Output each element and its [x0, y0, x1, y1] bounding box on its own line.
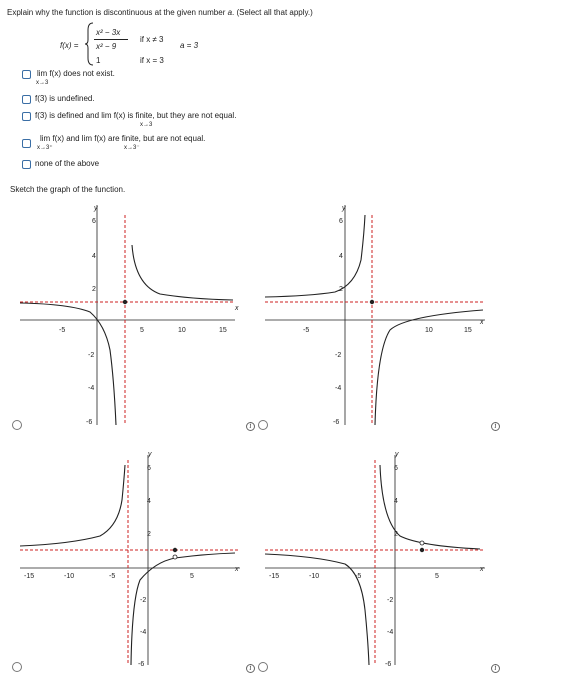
graph-choice-4 [265, 450, 490, 670]
y-tick: 4 [394, 498, 398, 505]
info-icon[interactable]: i [246, 664, 255, 673]
defined-point [123, 300, 127, 304]
y-tick: -2 [387, 597, 394, 604]
piece2-condition: if x = 3 [140, 56, 164, 65]
fraction-bar [94, 39, 128, 40]
y-tick: -6 [385, 661, 392, 668]
graph-choice-2 [265, 200, 490, 430]
x-tick: 15 [464, 327, 472, 334]
x-tick: 5 [435, 573, 439, 580]
piece1-numerator: x² − 3x [96, 28, 121, 37]
graph-radio-2[interactable] [258, 420, 268, 430]
curve-left [265, 215, 365, 297]
option-text-5: none of the above [35, 159, 100, 168]
curve-right [131, 553, 235, 665]
x-tick: 5 [190, 573, 194, 580]
y-tick: 6 [92, 218, 96, 225]
info-icon[interactable]: i [246, 422, 255, 431]
option-checkbox-2[interactable] [22, 95, 31, 104]
y-tick: 2 [92, 286, 96, 293]
x-axis-label: x [480, 566, 484, 573]
y-axis-label: y [395, 451, 399, 458]
option-checkbox-5[interactable] [22, 160, 31, 169]
defined-point [173, 548, 177, 552]
y-tick: -2 [88, 352, 95, 359]
option-text-2: f(3) is undefined. [35, 94, 95, 103]
option-sub-4a: x→3⁺ [37, 145, 53, 151]
y-axis-label: y [148, 451, 152, 458]
x-tick: -5 [303, 327, 310, 334]
y-tick: -6 [333, 419, 340, 426]
option-checkbox-3[interactable] [22, 112, 31, 121]
x-tick: 10 [178, 327, 186, 334]
y-tick: 2 [339, 286, 343, 293]
option-text-4: lim f(x) and lim f(x) are finite, but are not equal. [40, 134, 206, 143]
x-axis-label: x [235, 305, 239, 312]
info-icon[interactable]: i [491, 664, 500, 673]
graph-choice-3 [20, 450, 245, 670]
curve-left [20, 303, 116, 425]
graph-choice-1 [20, 200, 240, 430]
y-tick: -4 [387, 629, 394, 636]
graph-radio-1[interactable] [12, 420, 22, 430]
option-text-1: lim f(x) does not exist. [37, 69, 115, 78]
option-text-3: f(3) is defined and lim f(x) is finite, but they are not equal. [35, 111, 237, 120]
y-tick: -4 [335, 385, 342, 392]
y-tick: 2 [394, 531, 398, 538]
info-icon[interactable]: i [491, 422, 500, 431]
option-sub-1: x→3 [36, 80, 49, 86]
x-tick: -5 [355, 573, 362, 580]
curve-left [265, 554, 369, 665]
y-tick: -6 [138, 661, 145, 668]
question-instruction: Explain why the function is discontinuous at the given number a. (Select all that apply.) [7, 8, 313, 17]
x-tick: -5 [109, 573, 116, 580]
open-point [420, 541, 424, 545]
y-tick: 4 [339, 253, 343, 260]
option-checkbox-1[interactable] [22, 70, 31, 79]
x-axis-label: x [480, 319, 484, 326]
option-sub-4b: x→3⁻ [124, 145, 140, 151]
y-axis-label: y [94, 205, 98, 212]
y-tick: 4 [147, 498, 151, 505]
piece2-value: 1 [96, 56, 101, 65]
defined-point [420, 548, 424, 552]
y-tick: 6 [147, 465, 151, 472]
graph-radio-3[interactable] [12, 662, 22, 672]
x-tick: -15 [24, 573, 35, 580]
sketch-prompt: Sketch the graph of the function. [10, 185, 126, 194]
x-tick: -15 [269, 573, 280, 580]
a-value: a = 3 [180, 41, 199, 50]
function-label: f(x) = [60, 41, 79, 50]
curve-left [20, 465, 125, 546]
y-tick: 6 [394, 465, 398, 472]
y-axis-label: y [342, 205, 346, 212]
x-tick: 10 [425, 327, 433, 334]
option-sub-3: x→3 [140, 122, 153, 128]
x-axis-label: x [235, 566, 239, 573]
y-tick: 6 [339, 218, 343, 225]
y-tick: -6 [86, 419, 93, 426]
y-tick: 4 [92, 253, 96, 260]
y-tick: -2 [140, 597, 147, 604]
graph-radio-4[interactable] [258, 662, 268, 672]
curve-right [132, 245, 233, 300]
piece1-denominator: x² − 9 [96, 42, 117, 51]
x-tick: 15 [219, 327, 227, 334]
piece1-condition: if x ≠ 3 [140, 35, 164, 44]
y-tick: 2 [147, 531, 151, 538]
y-tick: -2 [335, 352, 342, 359]
x-tick: -10 [309, 573, 320, 580]
x-tick: -10 [64, 573, 75, 580]
option-checkbox-4[interactable] [22, 139, 31, 148]
y-tick: -4 [88, 385, 95, 392]
y-tick: -4 [140, 629, 147, 636]
piecewise-brace [84, 22, 96, 66]
x-tick: 5 [140, 327, 144, 334]
defined-point [370, 300, 374, 304]
x-tick: -5 [59, 327, 66, 334]
open-point [173, 555, 177, 559]
